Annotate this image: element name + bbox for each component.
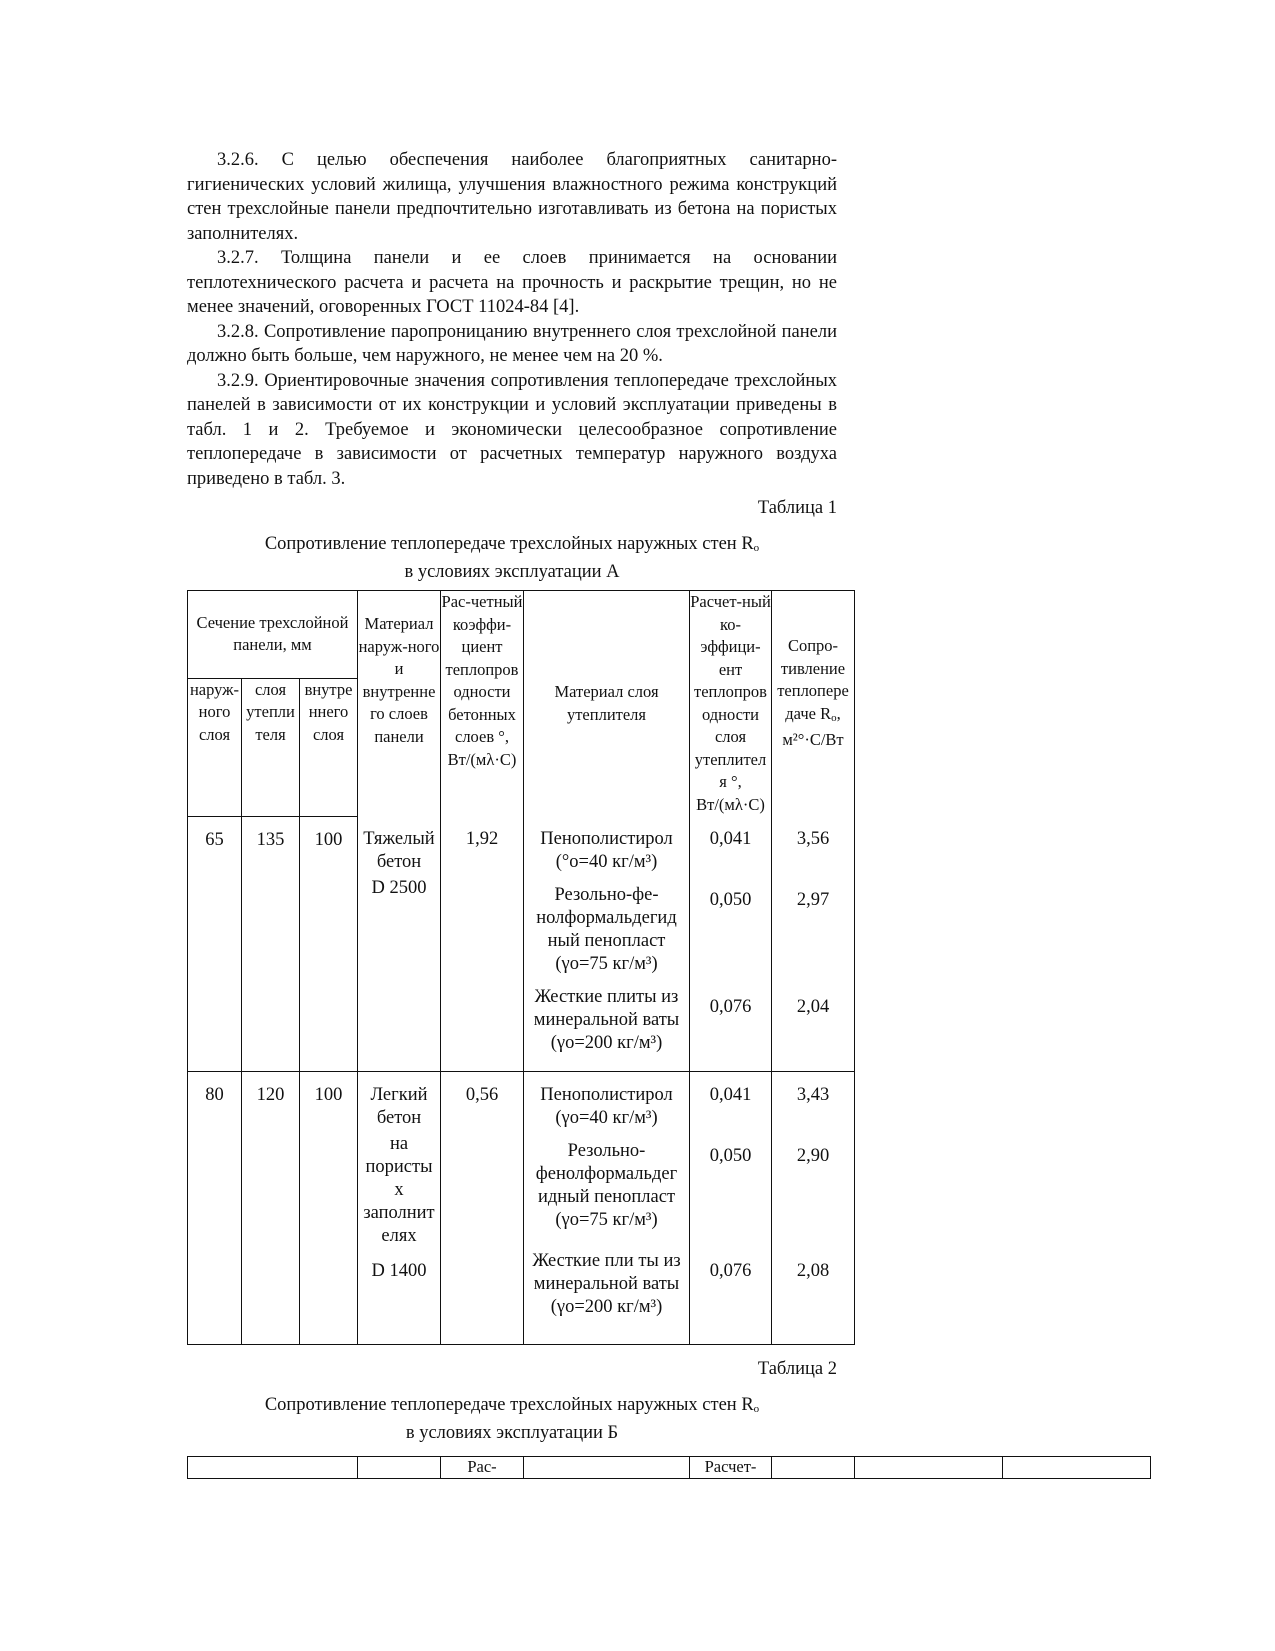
group1-insul: 135 — [242, 816, 300, 1071]
table2-cell — [524, 1457, 690, 1479]
material-line: х — [394, 1179, 404, 1200]
header-insul-layer: слоя утепли теля — [242, 678, 300, 816]
insul-line: идный пенопласт — [537, 1186, 676, 1207]
header-resistance-unit: , м²°·С/Вт — [782, 703, 844, 749]
table2-title-line2: в условиях эксплуатации Б — [405, 1423, 619, 1443]
paragraph-3-2-8: 3.2.8. Сопротивление паропроницанию внутреннего слоя трехслойной панели должно быть больше, чем наружного, не менее чем на 20 %. — [187, 321, 837, 366]
header-material-outer: Материал наруж-ного и внутренне го слоев панели — [358, 591, 441, 817]
material-line: D 2500 — [371, 878, 427, 898]
table2-title — [187, 1393, 837, 1445]
group2-insul: 120 — [242, 1071, 300, 1344]
insul-coef: 0,050 — [709, 890, 752, 910]
table2-cell — [772, 1457, 855, 1479]
insul-line: ный пенопласт — [547, 931, 666, 951]
insul-line: (γо=75 кг/м³) — [555, 1209, 658, 1230]
resistance-value: 2,08 — [796, 1260, 830, 1281]
group2-material — [358, 1071, 441, 1344]
material-line: елях — [381, 1225, 417, 1246]
table1-title-line2: в условиях эксплуатации А — [404, 562, 620, 582]
table2-title-line1: Сопротивление теплопередаче трехслойных наружных стен R — [264, 1395, 754, 1415]
insul-line: (γо=200 кг/м³) — [550, 1033, 663, 1053]
insul-line: минеральной ваты — [533, 1010, 680, 1030]
resistance-value: 3,43 — [796, 1084, 830, 1105]
group2-insul-coefs — [690, 1071, 772, 1344]
table2-header-coef-insul: Расчет- — [690, 1457, 772, 1479]
group1-inner: 100 — [300, 816, 358, 1071]
insul-coef: 0,041 — [709, 829, 752, 849]
resistance-value: 2,97 — [796, 890, 830, 910]
material-line: D 1400 — [371, 1260, 427, 1281]
insul-line: Резольно- — [567, 1140, 646, 1161]
insul-line: Резольно-фе- — [554, 885, 659, 905]
insul-line: (γо=40 кг/м³) — [555, 1107, 658, 1128]
insul-coef: 0,050 — [709, 1145, 752, 1166]
insul-line: нолформальдегид — [536, 908, 677, 928]
insul-line: Пенополистирол — [540, 1084, 673, 1105]
material-line: бетон — [376, 1107, 422, 1128]
paragraph-3-2-6: 3.2.6. С целью обеспечения наиболее благоприятных санитарно-гигиенических условий жилища, улучшения влажностного режима конструкций стен трехслойные панели предпочтительно изготавливать из бетона на пористых заполнителях. — [187, 150, 837, 244]
group1-resistances — [772, 816, 855, 1071]
header-resistance — [772, 591, 855, 817]
insul-line: фенолформальдег — [535, 1163, 678, 1184]
group2-inner: 100 — [300, 1071, 358, 1344]
insul-line: (γо=200 кг/м³) — [550, 1296, 663, 1317]
table-row-group-2 — [188, 1071, 855, 1344]
material-line: на — [389, 1133, 409, 1154]
table1-title-line1: Сопротивление теплопередаче трехслойных наружных стен R — [264, 534, 754, 554]
group1-outer: 65 — [188, 816, 242, 1071]
table2-cell — [188, 1457, 358, 1479]
group1-material — [358, 816, 441, 1071]
table1-title — [187, 532, 837, 584]
header-resistance-sub: о — [831, 711, 837, 724]
table-row-group-1 — [188, 816, 855, 1071]
resistance-value: 2,90 — [796, 1145, 830, 1166]
header-resistance-main: Сопро-тивление теплопере даче R — [777, 636, 849, 723]
insul-line: Жесткие пли ты из — [532, 1250, 681, 1271]
table1-caption: Таблица 1 — [757, 498, 837, 518]
material-line: пористы — [365, 1156, 433, 1177]
paragraph-3-2-9: 3.2.9. Ориентировочные значения сопротивления теплопередаче трехслойных панелей в зависимости от их конструкции и условий эксплуатации приведены в табл. 1 и 2. Требуемое и экономически целесообразное сопротивление теплопередаче в зависимости от расчетных температур наружного воздуха приведено в табл. 3. — [187, 370, 837, 489]
group1-coef: 1,92 — [441, 816, 524, 1071]
resistance-value: 3,56 — [796, 829, 830, 849]
group2-outer: 80 — [188, 1071, 242, 1344]
insul-coef: 0,076 — [709, 997, 752, 1017]
table2-header-coef-concrete: Рас- — [441, 1457, 524, 1479]
insul-coef: 0,041 — [709, 1084, 752, 1105]
group1-insul-coefs — [690, 816, 772, 1071]
header-outer-layer: наруж-ного слоя — [188, 678, 242, 816]
resistance-value: 2,04 — [796, 997, 830, 1017]
insul-coef: 0,076 — [709, 1260, 752, 1281]
insul-line: Жесткие плиты из — [534, 987, 679, 1007]
table2-cell — [358, 1457, 441, 1479]
group2-coef: 0,56 — [441, 1071, 524, 1344]
paragraph-3-2-7: 3.2.7. Толщина панели и ее слоев принимается на основании теплотехнического расчета и расчета на прочность и раскрытие трещин, но не менее значений, оговоренных ГОСТ 11024-84 [4]. — [187, 248, 837, 317]
group1-insul-materials — [524, 816, 690, 1071]
table2-title-subscript: о — [753, 1403, 760, 1415]
header-inner-layer: внутре ннего слоя — [300, 678, 358, 816]
table2-header-row — [188, 1457, 1151, 1479]
insul-line: минеральной ваты — [533, 1273, 680, 1294]
material-line: заполнит — [363, 1202, 435, 1223]
group2-resistances — [772, 1071, 855, 1344]
table2-caption: Таблица 2 — [757, 1359, 837, 1379]
table2 — [187, 1456, 1151, 1479]
insul-line: Пенополистирол — [540, 829, 673, 849]
body-text — [187, 148, 837, 491]
insul-line: (γо=75 кг/м³) — [555, 954, 658, 974]
table1 — [187, 590, 855, 1345]
header-coef-concrete: Рас-четный коэффи-циент теплопров одности бетонных слоев °, Вт/(мλ·С) — [441, 591, 524, 817]
material-line: бетон — [376, 852, 422, 872]
table2-cell — [855, 1457, 1003, 1479]
header-section-group: Сечение трехслойной панели, мм — [188, 591, 358, 679]
table1-title-subscript: о — [753, 542, 760, 554]
insul-line: (°о=40 кг/м³) — [555, 852, 658, 872]
group2-insul-materials — [524, 1071, 690, 1344]
header-coef-insul: Расчет-ный ко-эффици-ент теплопров одности слоя утеплител я °, Вт/(мλ·С) — [690, 591, 772, 817]
header-material-insul: Материал слоя утеплителя — [524, 591, 690, 817]
material-line: Тяжелый — [363, 829, 435, 849]
material-line: Легкий — [370, 1084, 428, 1105]
table2-cell — [1003, 1457, 1151, 1479]
